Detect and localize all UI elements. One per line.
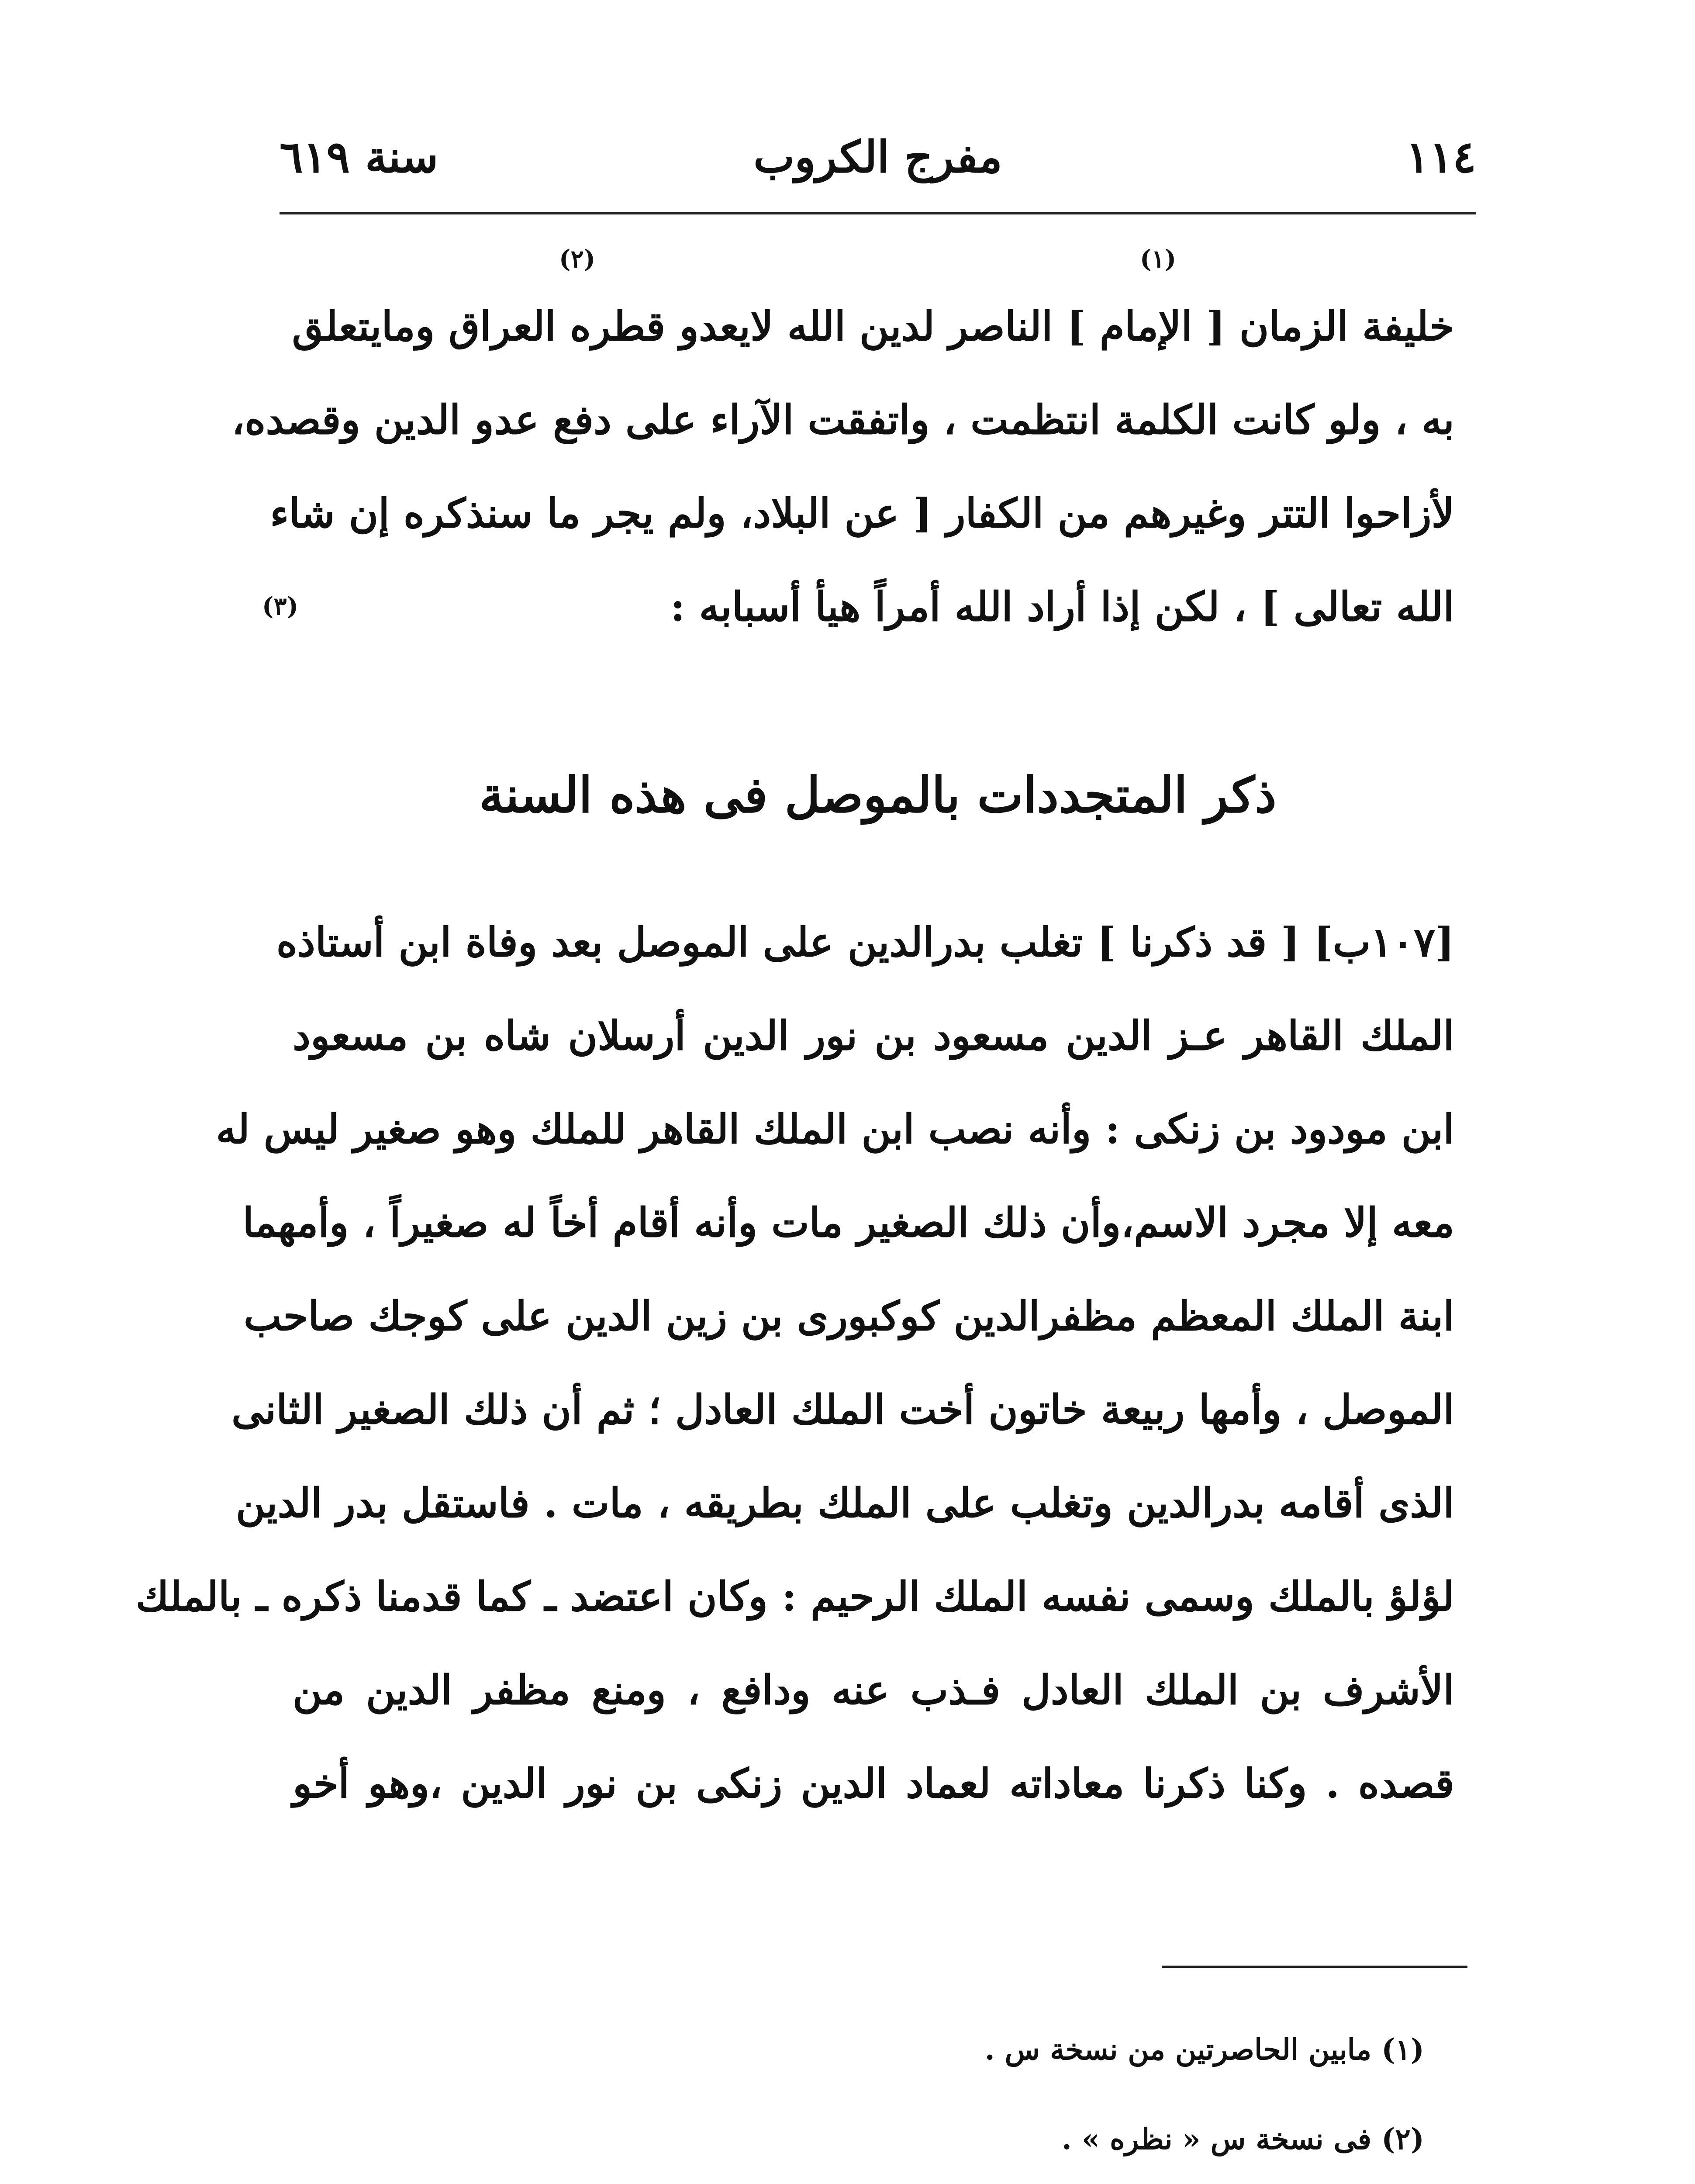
paragraph-1 <box>231 280 1454 653</box>
text-line: قصده . وكنا ذكرنا معاداته لعماد الدين زنكى بن نور الدين ،وهو أخو <box>293 1760 1454 1807</box>
footnote-ref-1: (١) <box>1140 245 1177 273</box>
footnote-ref-3: (٣) <box>262 592 299 621</box>
footnote-2: (٢) فى نسخة س « نظره » . <box>1061 2122 1424 2156</box>
text-line: الأشرف بن الملك العادل فـذب عنه ودافع ، ومنع مظفر الدين من <box>293 1666 1454 1714</box>
text-line: خليفة الزمان [ الإمام ] الناصر لدين الله لايعدو قطره العراق ومايتعلق <box>292 303 1454 350</box>
header-rule <box>280 212 1476 214</box>
footnote-1: (١) مابين الحاصرتين من نسخة س . <box>984 2032 1424 2067</box>
text-line: الموصل ، وأمها ربيعة خاتون أخت الملك العادل ؛ ثم أن ذلك الصغير الثانى <box>231 1386 1454 1433</box>
text-line: لؤلؤ بالملك وسمى نفسه الملك الرحيم : وكان اعتضد ـ كما قدمنا ذكره ـ بالملك <box>135 1573 1454 1620</box>
section-heading: ذكر المتجددات بالموصل فى هذه السنة <box>479 767 1277 824</box>
text-line: معه إلا مجرد الاسم،وأن ذلك الصغير مات وأنه أقام أخاً له صغيراً ، وأمهما <box>242 1199 1454 1246</box>
running-title: مفرج الكروب <box>753 131 1002 183</box>
footnote-ref-2: (٢) <box>559 245 596 273</box>
text-line: [١٠٧ب] [ قد ذكرنا ] تغلب بدرالدين على الموصل بعد وفاة ابن أستاذه <box>276 919 1454 966</box>
page-number: ١١٤ <box>1405 131 1476 183</box>
text-line: الذى أقامه بدرالدين وتغلب على الملك بطريقه ، مات . فاستقل بدر الدين <box>235 1479 1454 1527</box>
text-line: لأزاحوا التتر وغيرهم من الكفار [ عن البلاد، ولم يجر ما سنذكره إن شاء <box>270 490 1454 537</box>
footnotes <box>289 2005 1424 2184</box>
text-line: الله تعالى ] ، لكن إذا أراد الله أمراً هيأ أسبابه : <box>670 583 1454 630</box>
text-line: ابنة الملك المعظم مظفرالدين كوكبورى بن زين الدين على كوجك صاحب <box>244 1292 1454 1340</box>
text-line: به ، ولو كانت الكلمة انتظمت ، واتفقت الآراء على دفع عدو الدين وقصده، <box>231 396 1454 443</box>
paragraph-2 <box>135 895 1454 1830</box>
page-header <box>280 131 1476 205</box>
footnote-rule <box>1162 1966 1467 1968</box>
text-line: ابن مودود بن زنكى : وأنه نصب ابن الملك القاهر للملك وهو صغير ليس له <box>216 1106 1454 1153</box>
text-line: الملك القاهر عـز الدين مسعود بن نور الدين أرسلان شاه بن مسعود <box>293 1012 1454 1059</box>
year-label: سنة ٦١٩ <box>280 131 438 183</box>
